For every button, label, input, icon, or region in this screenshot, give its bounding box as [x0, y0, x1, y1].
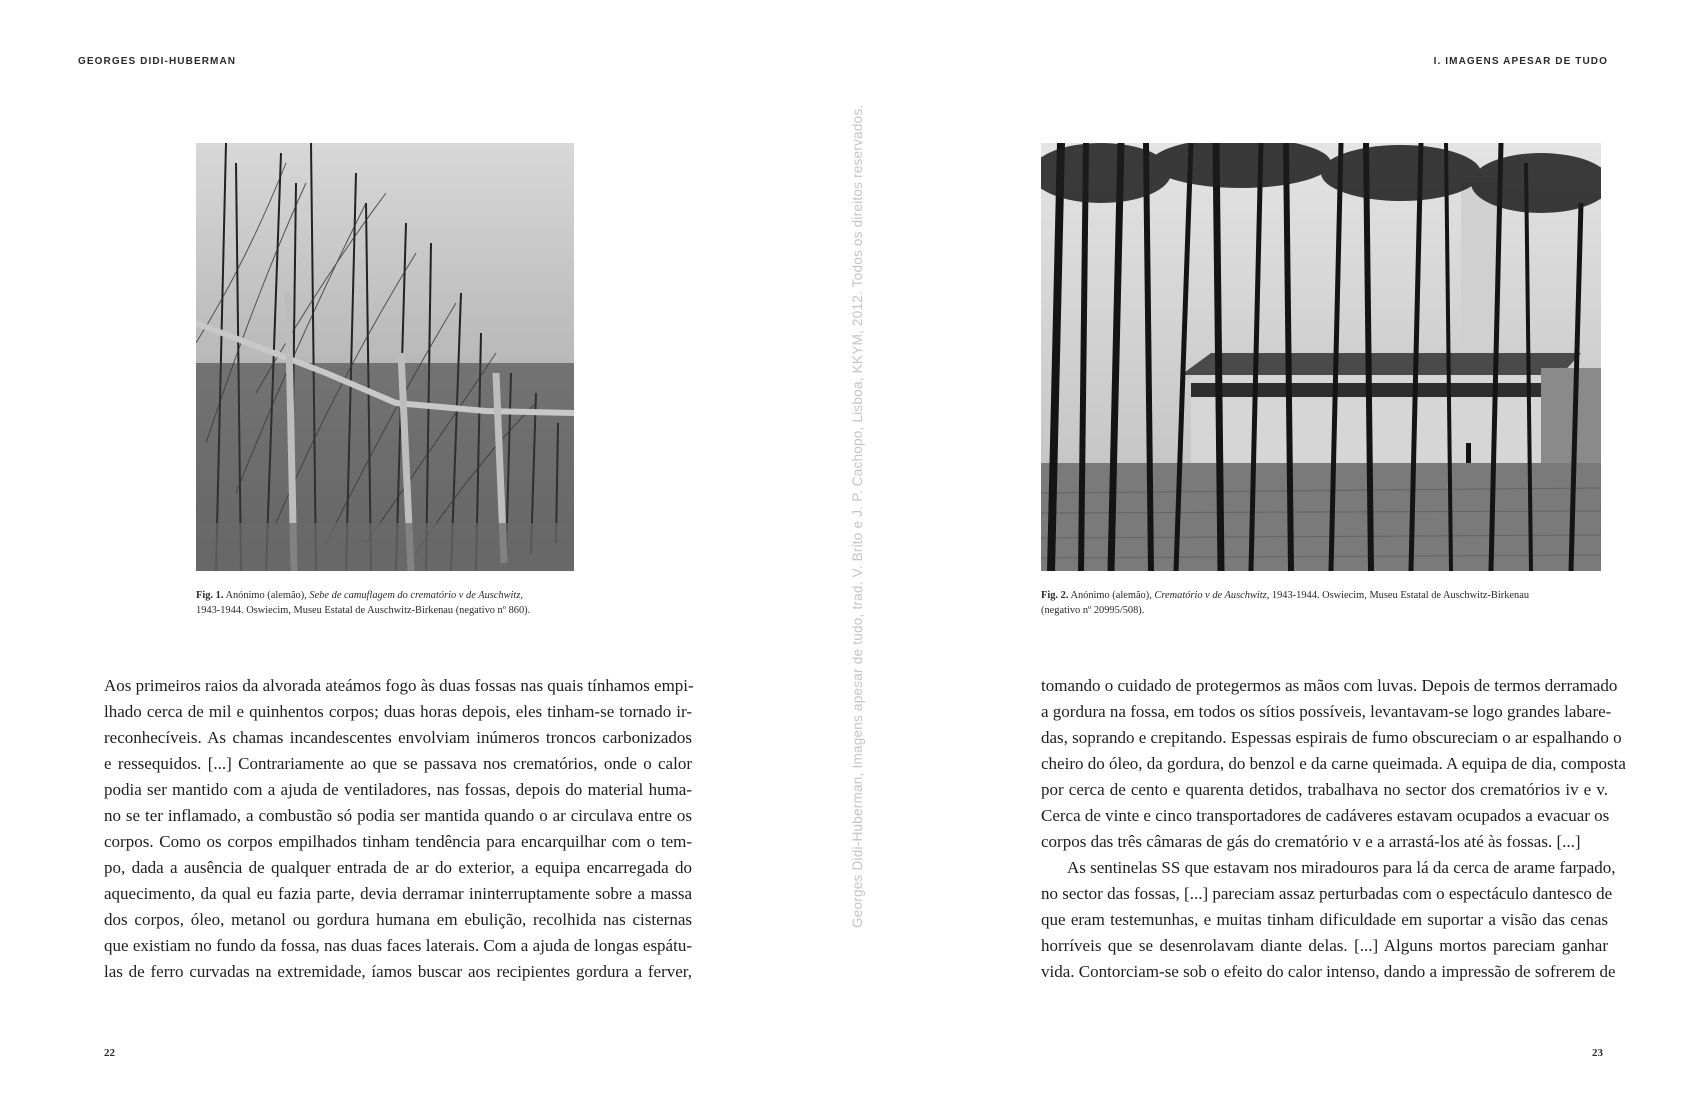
figure-2-caption-line2: (negativo nº 20995/508). [1041, 605, 1145, 616]
text-line: las de ferro curvadas na extremidade, íamos buscar aos recipientes gordura a ferver, [104, 962, 692, 981]
figure-2-caption-rest: , 1943-1944. Oswiecim, Museu Estatal de Auschwitz-Birkenau [1266, 590, 1530, 601]
page-number-right: 23 [1592, 1047, 1603, 1059]
figure-1-title: Sebe de camuflagem do crematório v de Auschwitz [309, 590, 521, 601]
figure-1-caption-rest: , [520, 590, 523, 601]
watermark-text: Georges Didi-Huberman, Imagens apesar de tudo, trad. V. Brito e J. P. Cachopo, Lisboa, KKYM, 2012. Todos os direitos reservados. [850, 104, 865, 928]
text-line: horríveis que se desenrolavam diante delas. [...] Alguns mortos pareciam ganhar [1041, 936, 1608, 955]
figure-1-author: Anónimo (alemão), [223, 590, 310, 601]
text-line: que eram testemunhas, e muitas tinham dificuldade em suportar a visão das cenas [1041, 910, 1608, 929]
figure-1-caption [196, 588, 596, 618]
figure-2-author: Anónimo (alemão), [1068, 590, 1155, 601]
text-line: dos corpos, óleo, metanol ou gordura humana em ebulição, recolhida nas cisternas [104, 910, 692, 929]
text-line: aquecimento, da qual eu fazia parte, devia derramar ininterruptamente sobre a massa [104, 884, 692, 903]
text-line: Aos primeiros raios da alvorada ateámos fogo às duas fossas nas quais tínhamos empi- [104, 676, 694, 695]
text-line: que existiam no fundo da fossa, nas duas faces laterais. Com a ajuda de longas espátu- [104, 936, 692, 955]
text-line: das, soprando e crepitando. Espessas espirais de fumo obscureciam o ar espalhando o [1041, 728, 1622, 747]
text-line: corpos das três câmaras de gás do crematório v e a arrastá-los até às fossas. [...] [1041, 832, 1581, 851]
text-line: no sector das fossas, [...] pareciam assaz perturbadas com o espectáculo dantesco de [1041, 884, 1613, 903]
camouflage-fence-photo [196, 143, 574, 571]
text-line: cheiro do óleo, da gordura, do benzol e da carne queimada. A equipa de dia, composta [1041, 754, 1626, 773]
text-line: podia ser mantido com a ajuda de ventiladores, nas fossas, depois do material huma- [104, 780, 692, 799]
text-line: a gordura na fossa, em todos os sítios possíveis, levantavam-se logo grandes labare- [1041, 702, 1612, 721]
page-number-left: 22 [104, 1047, 115, 1059]
right-body-text [1041, 673, 1626, 985]
figure-1-photo [196, 143, 574, 571]
running-head-author: GEORGES DIDI-HUBERMAN [78, 56, 237, 67]
text-line: vida. Contorciam-se sob o efeito do calor intenso, dando a impressão de sofrerem de [1041, 962, 1616, 981]
text-line: tomando o cuidado de protegermos as mãos com luvas. Depois de termos derramado [1041, 676, 1618, 695]
text-line: e ressequidos. [...] Contrariamente ao que se passava nos crematórios, onde o calor [104, 754, 692, 773]
figure-2-caption [1041, 588, 1621, 618]
text-line: reconhecíveis. As chamas incandescentes envolviam inúmeros troncos carbonizados [104, 728, 692, 747]
crematorium-building-photo [1041, 143, 1601, 571]
text-line: lhado cerca de mil e quinhentos corpos; duas horas depois, eles tinham-se tornado ir- [104, 702, 692, 721]
text-line: Cerca de vinte e cinco transportadores de cadáveres estavam ocupados a evacuar os [1041, 806, 1610, 825]
figure-2-label: Fig. 2. [1041, 590, 1069, 601]
text-line: corpos. Como os corpos empilhados tinham tendência para encarquilhar com o tem- [104, 832, 692, 851]
text-line: po, dada a ausência de qualquer entrada de ar do exterior, a equipa encarregada do [104, 858, 692, 877]
text-line: no se ter inflamado, a combustão só podia ser mantida quando o ar circulava entre os [104, 806, 692, 825]
figure-1-caption-line2: 1943-1944. Oswiecim, Museu Estatal de Auschwitz-Birkenau (negativo nº 860). [196, 605, 531, 616]
figure-2-title: Crematório v de Auschwitz [1154, 590, 1267, 601]
right-page [848, 0, 1696, 1113]
text-line: As sentinelas SS que estavam nos miradouros para lá da cerca de arame farpado, [1067, 858, 1616, 877]
left-body-text [104, 673, 692, 985]
running-head-chapter: I. IMAGENS APESAR DE TUDO [1433, 56, 1608, 67]
text-line: por cerca de cento e quarenta detidos, trabalhava no sector dos crematórios iv e v. [1041, 780, 1608, 799]
figure-2-photo [1041, 143, 1601, 571]
figure-1-label: Fig. 1. [196, 590, 224, 601]
